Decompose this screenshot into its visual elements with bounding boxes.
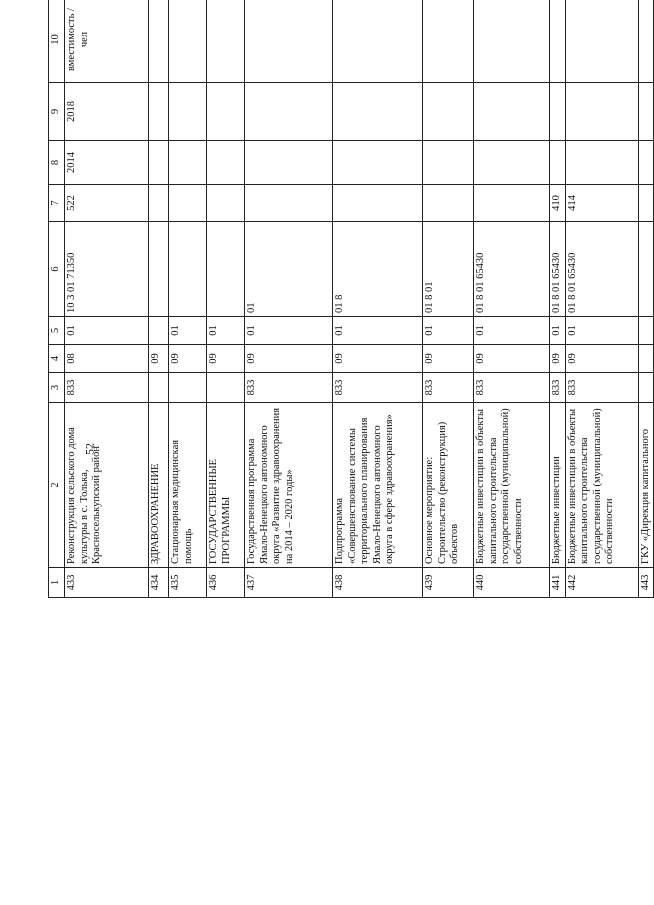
header-cell: 2 <box>49 403 65 568</box>
table-row <box>245 0 333 598</box>
table-cell: 436 <box>207 568 245 598</box>
table-cell <box>169 373 207 403</box>
table-cell: ЗДРАВООХРАНЕНИЕ <box>149 403 169 568</box>
table-row <box>423 0 474 598</box>
header-cell: 5 <box>49 317 65 345</box>
table-cell: 833 <box>65 373 149 403</box>
table-cell: 08 <box>65 345 149 373</box>
table-cell: Стационарная медицинская помощь <box>169 403 207 568</box>
table-cell: 01 8 01 65430 <box>565 222 638 317</box>
table-cell: Реконструкция сельского дома культуры в с. Толька, Красноселькупский район <box>65 403 149 568</box>
table-cell <box>423 141 474 185</box>
header-cell: 9 <box>49 83 65 141</box>
table-cell <box>245 83 333 141</box>
table-cell <box>474 185 550 222</box>
table-cell: 01 8 01 <box>423 222 474 317</box>
table-cell <box>565 141 638 185</box>
table-cell: Основное мероприятие: Строительство (реконструкция) объектов <box>423 403 474 568</box>
table-cell <box>169 83 207 141</box>
table-cell <box>638 222 654 317</box>
table-cell: 09 <box>169 345 207 373</box>
table-cell <box>638 345 654 373</box>
table-cell <box>638 317 654 345</box>
table-cell <box>207 0 245 83</box>
table-cell <box>207 222 245 317</box>
table-cell <box>169 0 207 83</box>
table-cell <box>565 83 638 141</box>
table-cell: 833 <box>474 373 550 403</box>
table-cell: 01 <box>169 317 207 345</box>
table-cell: 01 <box>423 317 474 345</box>
table-row <box>550 0 566 598</box>
table-cell: Подпрограмма «Совершенствование системы территориального планирования Ямало-Ненецкого автономного округа в сфере здравоохранения» <box>333 403 423 568</box>
table-cell <box>638 141 654 185</box>
table-cell <box>149 83 169 141</box>
table-cell <box>638 185 654 222</box>
table-row <box>149 0 169 598</box>
table-cell: 01 <box>245 222 333 317</box>
table-cell: 09 <box>333 345 423 373</box>
table-row <box>333 0 423 598</box>
table-cell <box>245 185 333 222</box>
table-cell: 414 <box>565 185 638 222</box>
table-cell <box>245 141 333 185</box>
table-cell <box>169 141 207 185</box>
table-cell: 01 <box>207 317 245 345</box>
table-cell: 01 <box>65 317 149 345</box>
table-cell: Бюджетные инвестиции в объекты капитального строительства государственной (муниципальной) собственности <box>565 403 638 568</box>
header-row <box>49 0 65 598</box>
table-cell <box>169 222 207 317</box>
table-cell <box>638 373 654 403</box>
table-cell <box>149 317 169 345</box>
table-cell: 443 <box>638 568 654 598</box>
table-cell <box>333 141 423 185</box>
table-cell: 09 <box>149 345 169 373</box>
table-cell <box>550 141 566 185</box>
table-cell <box>333 83 423 141</box>
header-cell: 10 <box>49 0 65 83</box>
table-cell: ГКУ «Дирекция капитального <box>638 403 654 568</box>
table-cell <box>474 0 550 83</box>
table-cell <box>207 141 245 185</box>
table-cell: 09 <box>423 345 474 373</box>
table-cell <box>245 0 333 83</box>
table-cell: 440 <box>474 568 550 598</box>
table-cell: 01 <box>245 317 333 345</box>
table-cell: 438 <box>333 568 423 598</box>
table-cell: 01 <box>333 317 423 345</box>
table-cell: 09 <box>245 345 333 373</box>
table-cell <box>149 185 169 222</box>
table-cell <box>149 141 169 185</box>
table-cell: 435 <box>169 568 207 598</box>
table-cell <box>149 373 169 403</box>
table-cell: 2018 <box>65 83 149 141</box>
table-cell <box>149 0 169 83</box>
table-cell: 10 3 01 71350 <box>65 222 149 317</box>
table-cell: Бюджетные инвестиции в объекты капитального строительства государственной (муниципальной) собственности <box>474 403 550 568</box>
table-cell: Государственная программа Ямало-Ненецкого автономного округа «Развитие здравоохранения на 2014 – 2020 годы» <box>245 403 333 568</box>
table-cell <box>638 0 654 83</box>
table-cell <box>207 373 245 403</box>
table-cell <box>423 83 474 141</box>
table-cell <box>474 83 550 141</box>
table-row <box>65 0 149 598</box>
header-cell: 4 <box>49 345 65 373</box>
table-cell: 833 <box>333 373 423 403</box>
table-cell <box>333 185 423 222</box>
table-row <box>638 0 654 598</box>
table-cell <box>638 83 654 141</box>
header-cell: 1 <box>49 568 65 598</box>
table-cell: 2014 <box>65 141 149 185</box>
table-cell: Бюджетные инвестиции <box>550 403 566 568</box>
table-cell: 09 <box>565 345 638 373</box>
table-cell: 833 <box>423 373 474 403</box>
table-cell <box>423 185 474 222</box>
table-cell: 01 8 01 65430 <box>474 222 550 317</box>
table-cell: 833 <box>550 373 566 403</box>
table-cell <box>207 83 245 141</box>
table-cell: 410 <box>550 185 566 222</box>
table-row <box>169 0 207 598</box>
table-cell <box>565 0 638 83</box>
table-cell <box>333 0 423 83</box>
table-cell: 01 <box>565 317 638 345</box>
table-cell <box>149 222 169 317</box>
table-cell: 833 <box>565 373 638 403</box>
table-cell: 01 <box>474 317 550 345</box>
table-cell <box>550 83 566 141</box>
table-cell: 833 <box>245 373 333 403</box>
table-cell: ГОСУДАРСТВЕННЫЕ ПРОГРАММЫ <box>207 403 245 568</box>
table-row <box>207 0 245 598</box>
budget-table <box>48 0 654 598</box>
table-cell: 522 <box>65 185 149 222</box>
table-cell: 442 <box>565 568 638 598</box>
table-cell <box>423 0 474 83</box>
table-cell: вместимость / чел <box>65 0 149 83</box>
table-cell: 09 <box>550 345 566 373</box>
table-cell: 01 8 <box>333 222 423 317</box>
table-cell: 01 <box>550 317 566 345</box>
table-cell: 441 <box>550 568 566 598</box>
table-row <box>565 0 638 598</box>
table-row <box>474 0 550 598</box>
header-cell: 8 <box>49 141 65 185</box>
table-cell: 09 <box>474 345 550 373</box>
header-cell: 3 <box>49 373 65 403</box>
table-cell: 437 <box>245 568 333 598</box>
table-cell: 09 <box>207 345 245 373</box>
table-cell <box>207 185 245 222</box>
table-cell <box>550 0 566 83</box>
rotated-page <box>48 0 651 598</box>
header-cell: 6 <box>49 222 65 317</box>
table-cell: 01 8 01 65430 <box>550 222 566 317</box>
table-cell: 433 <box>65 568 149 598</box>
table-cell: 439 <box>423 568 474 598</box>
table-cell <box>474 141 550 185</box>
table-cell: 434 <box>149 568 169 598</box>
header-cell: 7 <box>49 185 65 222</box>
table-cell <box>169 185 207 222</box>
